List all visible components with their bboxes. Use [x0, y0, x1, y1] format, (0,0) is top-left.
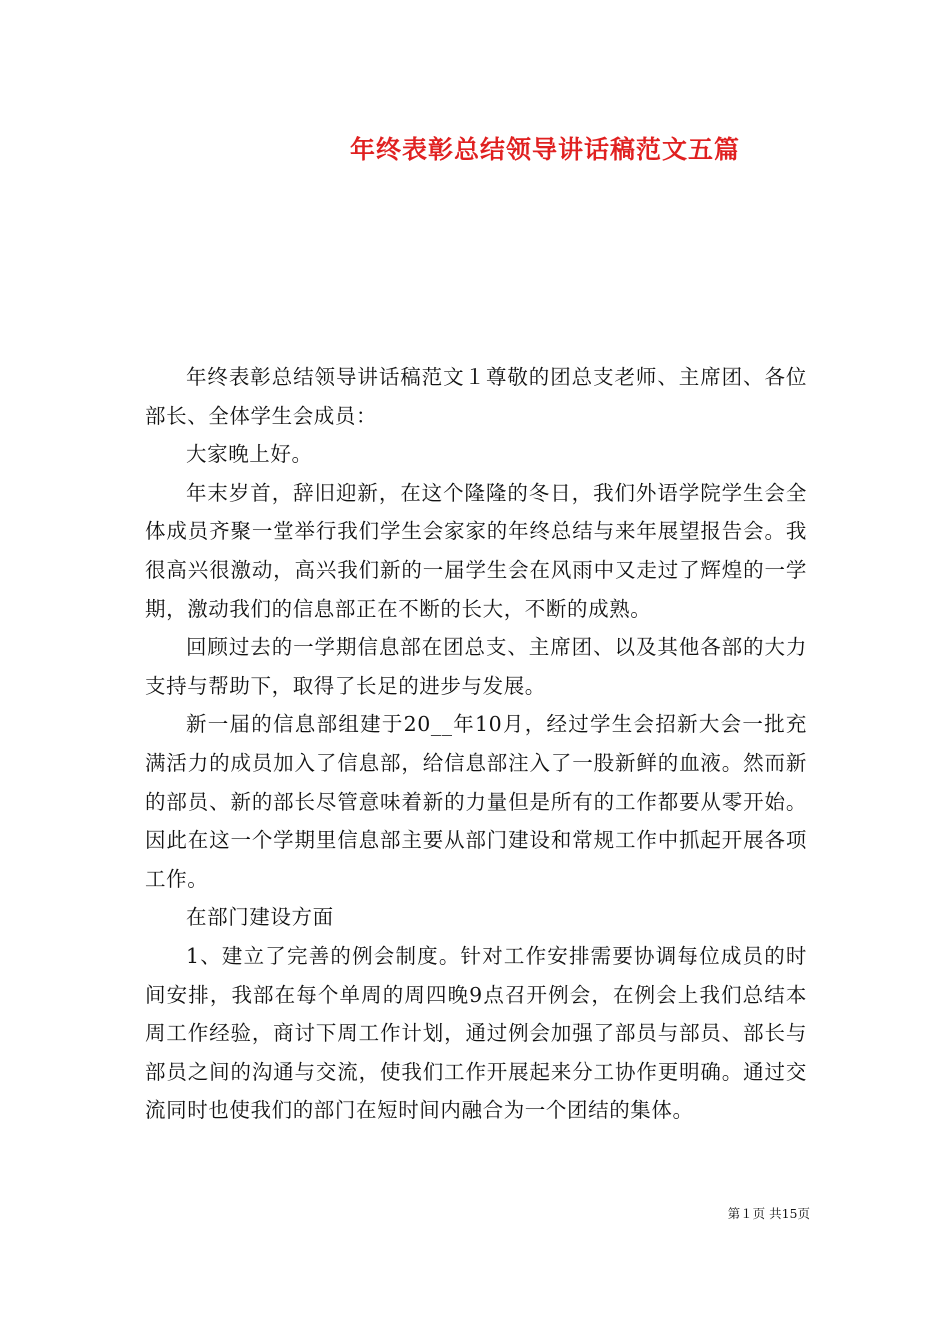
document-body — [145, 358, 807, 1130]
paragraph-year-end: 年末岁首，辞旧迎新，在这个隆隆的冬日，我们外语学院学生会全体成员齐聚一堂举行我们学生会家家的年终总结与来年展望报告会。我很高兴很激动，高兴我们新的一届学生会在风雨中又走过了辉煌的一学期，激动我们的信息部正在不断的长大，不断的成熟。 — [145, 480, 807, 621]
document-title: 年终表彰总结领导讲话稿范文五篇 — [349, 135, 740, 164]
paragraph-meeting-system: 1、建立了完善的例会制度。针对工作安排需要协调每位成员的时间安排，我部在每个单周的周四晚9点召开例会，在例会上我们总结本周工作经验，商讨下周工作计划，通过例会加强了部员与部员、部长与部员之间的沟通与交流，使我们工作开展起来分工协作更明确。通过交流同时也使我们的部门在短时间内融合为一个团结的集体。 — [145, 943, 807, 1123]
paragraph-evening: 大家晚上好。 — [186, 442, 313, 467]
paragraph-greeting: 年终表彰总结领导讲话稿范文１尊敬的团总支老师、主席团、各位部长、全体学生会成员： — [145, 365, 807, 428]
page-number: 第１页 共15页 — [727, 1206, 810, 1221]
paragraph-new-department: 新一届的信息部组建于20__年10月，经过学生会招新大会一批充满活力的成员加入了信息部，给信息部注入了一股新鲜的血液。然而新的部员、新的部长尽管意味着新的力量但是所有的工作都要从零开始。因此在这一个学期里信息部主要从部门建设和常规工作中抓起开展各项工作。 — [145, 712, 807, 891]
paragraph-section-heading: 在部门建设方面 — [186, 905, 334, 930]
paragraph-review: 回顾过去的一学期信息部在团总支、主席团、以及其他各部的大力支持与帮助下，取得了长足的进步与发展。 — [145, 635, 807, 698]
